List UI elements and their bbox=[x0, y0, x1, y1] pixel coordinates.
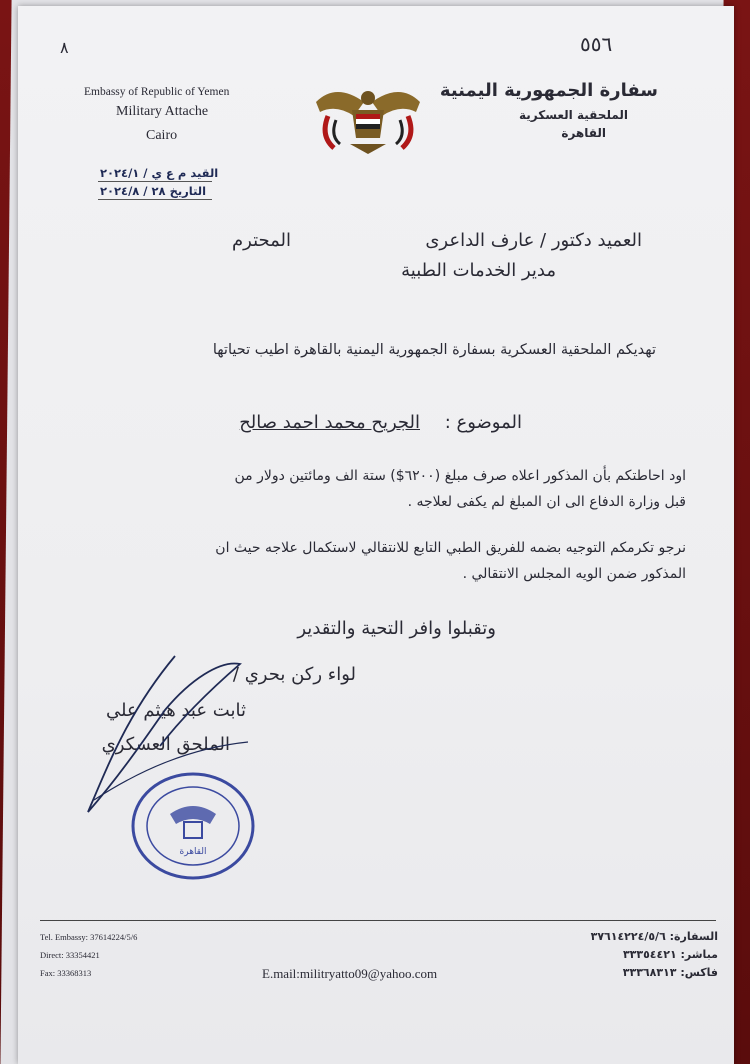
letterhead-en-line2: Military Attache bbox=[116, 104, 209, 119]
signatory-rank: لواء ركن بحري / bbox=[232, 664, 356, 685]
signatory-position: الملحق العسكري bbox=[101, 734, 230, 755]
letter-sheet bbox=[18, 6, 734, 1064]
paragraph2-line2: المذكور ضمن الويه المجلس الانتقالي . bbox=[462, 566, 686, 582]
letterhead-ar-line3: القاهرة bbox=[561, 126, 606, 140]
official-stamp-icon bbox=[130, 770, 256, 882]
signatory-name: ثابت عبد هيثم علي bbox=[105, 700, 246, 721]
reference-date: التاريخ ٢٨ / ٢٠٢٤/٨ bbox=[100, 184, 207, 198]
corner-mark: ٨ bbox=[60, 38, 69, 57]
footer-telephone-en: Tel. Embassy: 37614224/5/6 bbox=[40, 932, 138, 942]
addressee-title: مدير الخدمات الطبية bbox=[401, 260, 556, 281]
addressee-name: العميد دكتور / عارف الداعرى bbox=[425, 230, 642, 251]
footer-telephone-ar: السفارة: ٣٧٦١٤٢٢٤/٥/٦ bbox=[590, 930, 718, 943]
addressee-honorific: المحترم bbox=[232, 230, 292, 251]
greeting-line: تهديكم الملحقية العسكرية بسفارة الجمهورية اليمنية بالقاهرة اطيب تحياتها bbox=[212, 342, 656, 358]
footer-direct-ar: مباشر: ٣٣٣٥٤٤٢١ bbox=[622, 948, 718, 961]
footer-fax-en: Fax: 33368313 bbox=[40, 968, 92, 978]
paragraph1-line1: اود احاطتكم بأن المذكور اعلاه صرف مبلغ (٦٢٠٠$) ستة الف ومائتين دولار من bbox=[234, 468, 686, 484]
subject-value: الجريح محمد احمد صالح bbox=[239, 412, 420, 433]
letterhead-en-line3: Cairo bbox=[146, 128, 178, 143]
letterhead-ar-line2: الملحقية العسكرية bbox=[518, 108, 628, 122]
yemen-eagle-emblem-icon bbox=[306, 82, 430, 156]
footer-fax-ar: فاكس: ٣٣٣٦٨٣١٣ bbox=[622, 966, 718, 979]
reference-mark: ٥٥٦ bbox=[580, 32, 613, 56]
footer-email: E.mail:militryatto09@yahoo.com bbox=[262, 966, 438, 981]
paragraph2-line1: نرجو تكرمكم التوجيه بضمه للفريق الطبي التابع للانتقالي لاستكمال علاجه حيث ان bbox=[215, 540, 686, 556]
reference-number: القيد م ع ي / ٢٠٢٤/١ bbox=[100, 166, 219, 180]
closing-line: وتقبلوا وافر التحية والتقدير bbox=[297, 618, 496, 639]
subject-label: الموضوع : bbox=[444, 412, 522, 433]
stamp-city: القاهرة bbox=[179, 847, 207, 857]
letterhead-en-line1: Embassy of Republic of Yemen bbox=[84, 86, 230, 98]
paragraph1-line2: قبل وزارة الدفاع الى ان المبلغ لم يكفى لعلاجه . bbox=[407, 494, 686, 510]
footer-direct-en: Direct: 33354421 bbox=[40, 950, 100, 960]
letterhead-ar-line1: سفارة الجمهورية اليمنية bbox=[439, 80, 658, 101]
